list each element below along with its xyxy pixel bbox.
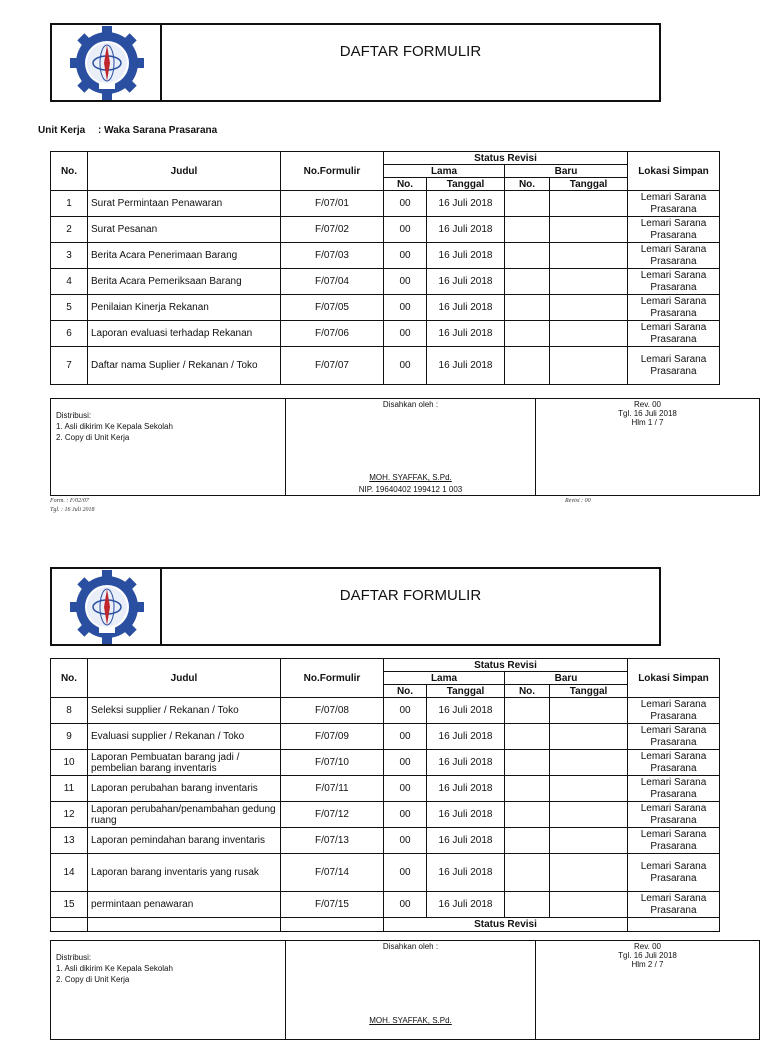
row-formulir: F/07/14 xyxy=(281,854,384,892)
table-row xyxy=(51,750,720,776)
row-no: 1 xyxy=(51,191,88,217)
lokasi-line: Prasarana xyxy=(650,788,697,800)
row-baru-tanggal xyxy=(550,776,628,802)
row-lokasi xyxy=(628,269,720,295)
forms-table-page2 xyxy=(50,658,720,932)
th-baru-no: No. xyxy=(505,685,550,698)
document-title: DAFTAR FORMULIR xyxy=(339,587,482,604)
row-baru-no xyxy=(505,321,550,347)
row-formulir: F/07/05 xyxy=(281,295,384,321)
th-judul: Judul xyxy=(88,152,281,191)
th-no-formulir: No.Formulir xyxy=(281,659,384,698)
row-formulir: F/07/10 xyxy=(281,750,384,776)
row-lokasi xyxy=(628,776,720,802)
row-baru-tanggal xyxy=(550,750,628,776)
row-no: 3 xyxy=(51,243,88,269)
page-number: Hlm 2 / 7 xyxy=(631,960,664,969)
row-formulir: F/07/06 xyxy=(281,321,384,347)
row-no: 2 xyxy=(51,217,88,243)
row-baru-tanggal xyxy=(550,347,628,385)
row-baru-no xyxy=(505,776,550,802)
row-lama-tanggal: 16 Juli 2018 xyxy=(427,269,505,295)
row-no: 9 xyxy=(51,724,88,750)
lokasi-line: Lemari Sarana xyxy=(640,243,707,255)
row-judul: Surat Pesanan xyxy=(88,217,281,243)
row-formulir: F/07/07 xyxy=(281,347,384,385)
row-formulir: F/07/11 xyxy=(281,776,384,802)
table-row xyxy=(51,828,720,854)
row-lama-no: 00 xyxy=(384,750,427,776)
row-formulir: F/07/03 xyxy=(281,243,384,269)
lokasi-line: Lemari Sarana xyxy=(640,217,707,229)
row-judul: Surat Permintaan Penawaran xyxy=(88,191,281,217)
th-baru-tanggal: Tanggal xyxy=(550,178,628,191)
row-baru-no xyxy=(505,347,550,385)
row-lama-no: 00 xyxy=(384,828,427,854)
row-lokasi xyxy=(628,828,720,854)
lokasi-line: Lemari Sarana xyxy=(640,724,707,736)
row-baru-no xyxy=(505,698,550,724)
row-lama-tanggal: 16 Juli 2018 xyxy=(427,217,505,243)
distribusi-item: 1. Asli dikirim Ke Kepala Sekolah xyxy=(56,422,173,431)
row-judul: Laporan pemindahan barang inventaris xyxy=(88,828,281,854)
th-baru: Baru xyxy=(505,672,628,685)
th-status-revisi: Status Revisi xyxy=(384,152,628,165)
row-lama-tanggal: 16 Juli 2018 xyxy=(427,243,505,269)
disahkan-label: Disahkan oleh : xyxy=(382,942,439,951)
th-lokasi: Lokasi Simpan xyxy=(628,659,720,698)
distribusi-label: Distribusi: xyxy=(56,953,92,962)
row-lokasi xyxy=(628,347,720,385)
distribution-cell xyxy=(51,399,286,495)
table-row xyxy=(51,217,720,243)
signer-nip: NIP. 19640402 199412 1 003 xyxy=(358,485,463,494)
row-formulir: F/07/02 xyxy=(281,217,384,243)
row-baru-tanggal xyxy=(550,828,628,854)
lokasi-line: Prasarana xyxy=(650,203,697,215)
revision-cell xyxy=(536,941,759,1039)
row-lama-no: 00 xyxy=(384,776,427,802)
unit-separator: : xyxy=(98,125,102,136)
row-judul: Laporan perubahan barang inventaris xyxy=(88,776,281,802)
lokasi-line: Lemari Sarana xyxy=(640,269,707,281)
row-lama-no: 00 xyxy=(384,892,427,918)
approval-cell xyxy=(286,941,536,1039)
row-formulir: F/07/04 xyxy=(281,269,384,295)
th-status-revisi: Status Revisi xyxy=(384,659,628,672)
row-lama-tanggal: 16 Juli 2018 xyxy=(427,295,505,321)
th-no-formulir: No.Formulir xyxy=(281,152,384,191)
row-judul: Berita Acara Pemeriksaan Barang xyxy=(88,269,281,295)
th-judul: Judul xyxy=(88,659,281,698)
row-judul: Laporan barang inventaris yang rusak xyxy=(88,854,281,892)
table-row xyxy=(51,698,720,724)
row-formulir: F/07/08 xyxy=(281,698,384,724)
row-lokasi xyxy=(628,191,720,217)
row-baru-no xyxy=(505,828,550,854)
distribusi-item: 2. Copy di Unit Kerja xyxy=(56,975,130,984)
row-baru-no xyxy=(505,802,550,828)
table-body-page2 xyxy=(51,698,720,918)
th-lama-no: No. xyxy=(384,685,427,698)
row-judul: Berita Acara Penerimaan Barang xyxy=(88,243,281,269)
row-baru-tanggal xyxy=(550,191,628,217)
row-lokasi xyxy=(628,321,720,347)
row-no: 13 xyxy=(51,828,88,854)
row-lama-no: 00 xyxy=(384,802,427,828)
row-lama-tanggal: 16 Juli 2018 xyxy=(427,321,505,347)
table-row xyxy=(51,269,720,295)
th-lama: Lama xyxy=(384,672,505,685)
row-no: 14 xyxy=(51,854,88,892)
table-row xyxy=(51,321,720,347)
row-lama-tanggal: 16 Juli 2018 xyxy=(427,724,505,750)
row-lama-no: 00 xyxy=(384,191,427,217)
table-row xyxy=(51,347,720,385)
row-lama-no: 00 xyxy=(384,295,427,321)
lokasi-line: Lemari Sarana xyxy=(640,802,707,814)
distribusi-label: Distribusi: xyxy=(56,411,92,420)
school-logo-icon xyxy=(52,25,162,100)
row-lokasi xyxy=(628,295,720,321)
rev-date: Tgl. 16 Juli 2018 xyxy=(618,951,677,960)
row-baru-tanggal xyxy=(550,698,628,724)
row-baru-tanggal xyxy=(550,854,628,892)
lokasi-line: Prasarana xyxy=(650,872,697,884)
distribusi-item: 1. Asli dikirim Ke Kepala Sekolah xyxy=(56,964,173,973)
row-baru-no xyxy=(505,854,550,892)
logo-cell xyxy=(52,25,162,100)
row-lama-tanggal: 16 Juli 2018 xyxy=(427,892,505,918)
th-no: No. xyxy=(51,659,88,698)
row-baru-tanggal xyxy=(550,892,628,918)
row-baru-tanggal xyxy=(550,321,628,347)
row-no: 6 xyxy=(51,321,88,347)
distribution-cell xyxy=(51,941,286,1039)
row-judul: Daftar nama Suplier / Rekanan / Toko xyxy=(88,347,281,385)
disahkan-label: Disahkan oleh : xyxy=(382,400,439,409)
row-baru-no xyxy=(505,724,550,750)
row-no: 15 xyxy=(51,892,88,918)
lokasi-line: Lemari Sarana xyxy=(640,776,707,788)
row-baru-no xyxy=(505,243,550,269)
row-lokasi xyxy=(628,854,720,892)
lokasi-line: Prasarana xyxy=(650,365,697,377)
lokasi-line: Prasarana xyxy=(650,333,697,345)
lokasi-line: Prasarana xyxy=(650,814,697,826)
forms-table-page1 xyxy=(50,151,720,385)
row-lama-tanggal: 16 Juli 2018 xyxy=(427,698,505,724)
row-lama-no: 00 xyxy=(384,243,427,269)
row-judul: Evaluasi supplier / Rekanan / Toko xyxy=(88,724,281,750)
rev-date: Tgl. 16 Juli 2018 xyxy=(618,409,677,418)
row-lama-tanggal: 16 Juli 2018 xyxy=(427,854,505,892)
table-row xyxy=(51,243,720,269)
row-baru-tanggal xyxy=(550,295,628,321)
unit-value: Waka Sarana Prasarana xyxy=(104,125,218,136)
table-row xyxy=(51,724,720,750)
lokasi-line: Lemari Sarana xyxy=(640,892,707,904)
revision-cell xyxy=(536,399,759,495)
rev-label: Rev. 00 xyxy=(634,400,661,409)
row-baru-tanggal xyxy=(550,724,628,750)
th-lokasi: Lokasi Simpan xyxy=(628,152,720,191)
lokasi-line: Lemari Sarana xyxy=(640,191,707,203)
row-lokasi xyxy=(628,750,720,776)
header-box xyxy=(50,567,661,646)
row-baru-tanggal xyxy=(550,269,628,295)
lokasi-line: Prasarana xyxy=(650,762,697,774)
lokasi-line: Lemari Sarana xyxy=(640,750,707,762)
row-formulir: F/07/09 xyxy=(281,724,384,750)
lokasi-line: Prasarana xyxy=(650,255,697,267)
row-no: 10 xyxy=(51,750,88,776)
row-baru-no xyxy=(505,217,550,243)
unit-kerja xyxy=(38,125,217,136)
rev-label: Rev. 00 xyxy=(634,942,661,951)
table-row xyxy=(51,892,720,918)
footer-tgl: Tgl. : 16 Juli 2018 xyxy=(50,507,95,513)
lokasi-line: Prasarana xyxy=(650,307,697,319)
row-lama-no: 00 xyxy=(384,347,427,385)
table-row xyxy=(51,802,720,828)
lokasi-line: Lemari Sarana xyxy=(640,698,707,710)
row-lokasi xyxy=(628,217,720,243)
table-body-page1 xyxy=(51,191,720,385)
row-formulir: F/07/12 xyxy=(281,802,384,828)
logo-cell xyxy=(52,569,162,644)
signature-block-page2 xyxy=(50,940,760,1040)
row-formulir: F/07/15 xyxy=(281,892,384,918)
th-baru-tanggal: Tanggal xyxy=(550,685,628,698)
lokasi-line: Prasarana xyxy=(650,904,697,916)
row-no: 5 xyxy=(51,295,88,321)
table-row xyxy=(51,191,720,217)
table-row xyxy=(51,854,720,892)
th-lama-tanggal: Tanggal xyxy=(427,178,505,191)
signer-name: MOH. SYAFFAK, S.Pd. xyxy=(369,1016,452,1025)
signer-name: MOH. SYAFFAK, S.Pd. xyxy=(369,473,452,482)
trailer-status-revisi: Status Revisi xyxy=(384,918,628,932)
row-judul: Penilaian Kinerja Rekanan xyxy=(88,295,281,321)
row-baru-tanggal xyxy=(550,243,628,269)
row-lama-no: 00 xyxy=(384,854,427,892)
lokasi-line: Lemari Sarana xyxy=(640,353,707,365)
row-lama-tanggal: 16 Juli 2018 xyxy=(427,828,505,854)
row-no: 12 xyxy=(51,802,88,828)
lokasi-line: Prasarana xyxy=(650,840,697,852)
row-no: 4 xyxy=(51,269,88,295)
row-lokasi xyxy=(628,724,720,750)
row-lama-no: 00 xyxy=(384,698,427,724)
row-lokasi xyxy=(628,243,720,269)
row-baru-tanggal xyxy=(550,217,628,243)
row-lama-tanggal: 16 Juli 2018 xyxy=(427,347,505,385)
table-row xyxy=(51,776,720,802)
lokasi-line: Prasarana xyxy=(650,229,697,241)
row-baru-no xyxy=(505,191,550,217)
row-judul: Laporan evaluasi terhadap Rekanan xyxy=(88,321,281,347)
row-baru-no xyxy=(505,750,550,776)
row-lokasi xyxy=(628,698,720,724)
row-baru-tanggal xyxy=(550,802,628,828)
row-lama-tanggal: 16 Juli 2018 xyxy=(427,776,505,802)
lokasi-line: Prasarana xyxy=(650,281,697,293)
lokasi-line: Lemari Sarana xyxy=(640,860,707,872)
th-lama-tanggal: Tanggal xyxy=(427,685,505,698)
header-box xyxy=(50,23,661,102)
row-no: 8 xyxy=(51,698,88,724)
document-title: DAFTAR FORMULIR xyxy=(339,43,482,60)
lokasi-line: Prasarana xyxy=(650,710,697,722)
row-lama-tanggal: 16 Juli 2018 xyxy=(427,750,505,776)
row-lama-no: 00 xyxy=(384,724,427,750)
row-lokasi xyxy=(628,892,720,918)
row-baru-no xyxy=(505,892,550,918)
row-baru-no xyxy=(505,269,550,295)
unit-label: Unit Kerja xyxy=(38,125,86,136)
row-baru-no xyxy=(505,295,550,321)
row-judul: Laporan Pembuatan barang jadi / pembelian barang inventaris xyxy=(88,750,281,776)
row-lama-no: 00 xyxy=(384,321,427,347)
table-row xyxy=(51,295,720,321)
th-baru-no: No. xyxy=(505,178,550,191)
row-no: 7 xyxy=(51,347,88,385)
row-no: 11 xyxy=(51,776,88,802)
approval-cell xyxy=(286,399,536,495)
row-judul: Seleksi supplier / Rekanan / Toko xyxy=(88,698,281,724)
th-lama-no: No. xyxy=(384,178,427,191)
footer-form: Form. : F/02/07 xyxy=(50,498,89,504)
lokasi-line: Lemari Sarana xyxy=(640,295,707,307)
row-formulir: F/07/13 xyxy=(281,828,384,854)
th-baru: Baru xyxy=(505,165,628,178)
th-no: No. xyxy=(51,152,88,191)
footer-revisi: Revisi : 00 xyxy=(565,498,591,504)
lokasi-line: Lemari Sarana xyxy=(640,828,707,840)
row-lama-no: 00 xyxy=(384,217,427,243)
th-lama: Lama xyxy=(384,165,505,178)
row-lama-tanggal: 16 Juli 2018 xyxy=(427,802,505,828)
row-judul: permintaan penawaran xyxy=(88,892,281,918)
school-logo-icon xyxy=(52,569,162,644)
lokasi-line: Lemari Sarana xyxy=(640,321,707,333)
lokasi-line: Prasarana xyxy=(650,736,697,748)
row-lama-no: 00 xyxy=(384,269,427,295)
row-lokasi xyxy=(628,802,720,828)
row-judul: Laporan perubahan/penambahan gedung ruang xyxy=(88,802,281,828)
signature-block-page1 xyxy=(50,398,760,496)
page-number: Hlm 1 / 7 xyxy=(631,418,664,427)
distribusi-item: 2. Copy di Unit Kerja xyxy=(56,433,130,442)
row-lama-tanggal: 16 Juli 2018 xyxy=(427,191,505,217)
row-formulir: F/07/01 xyxy=(281,191,384,217)
